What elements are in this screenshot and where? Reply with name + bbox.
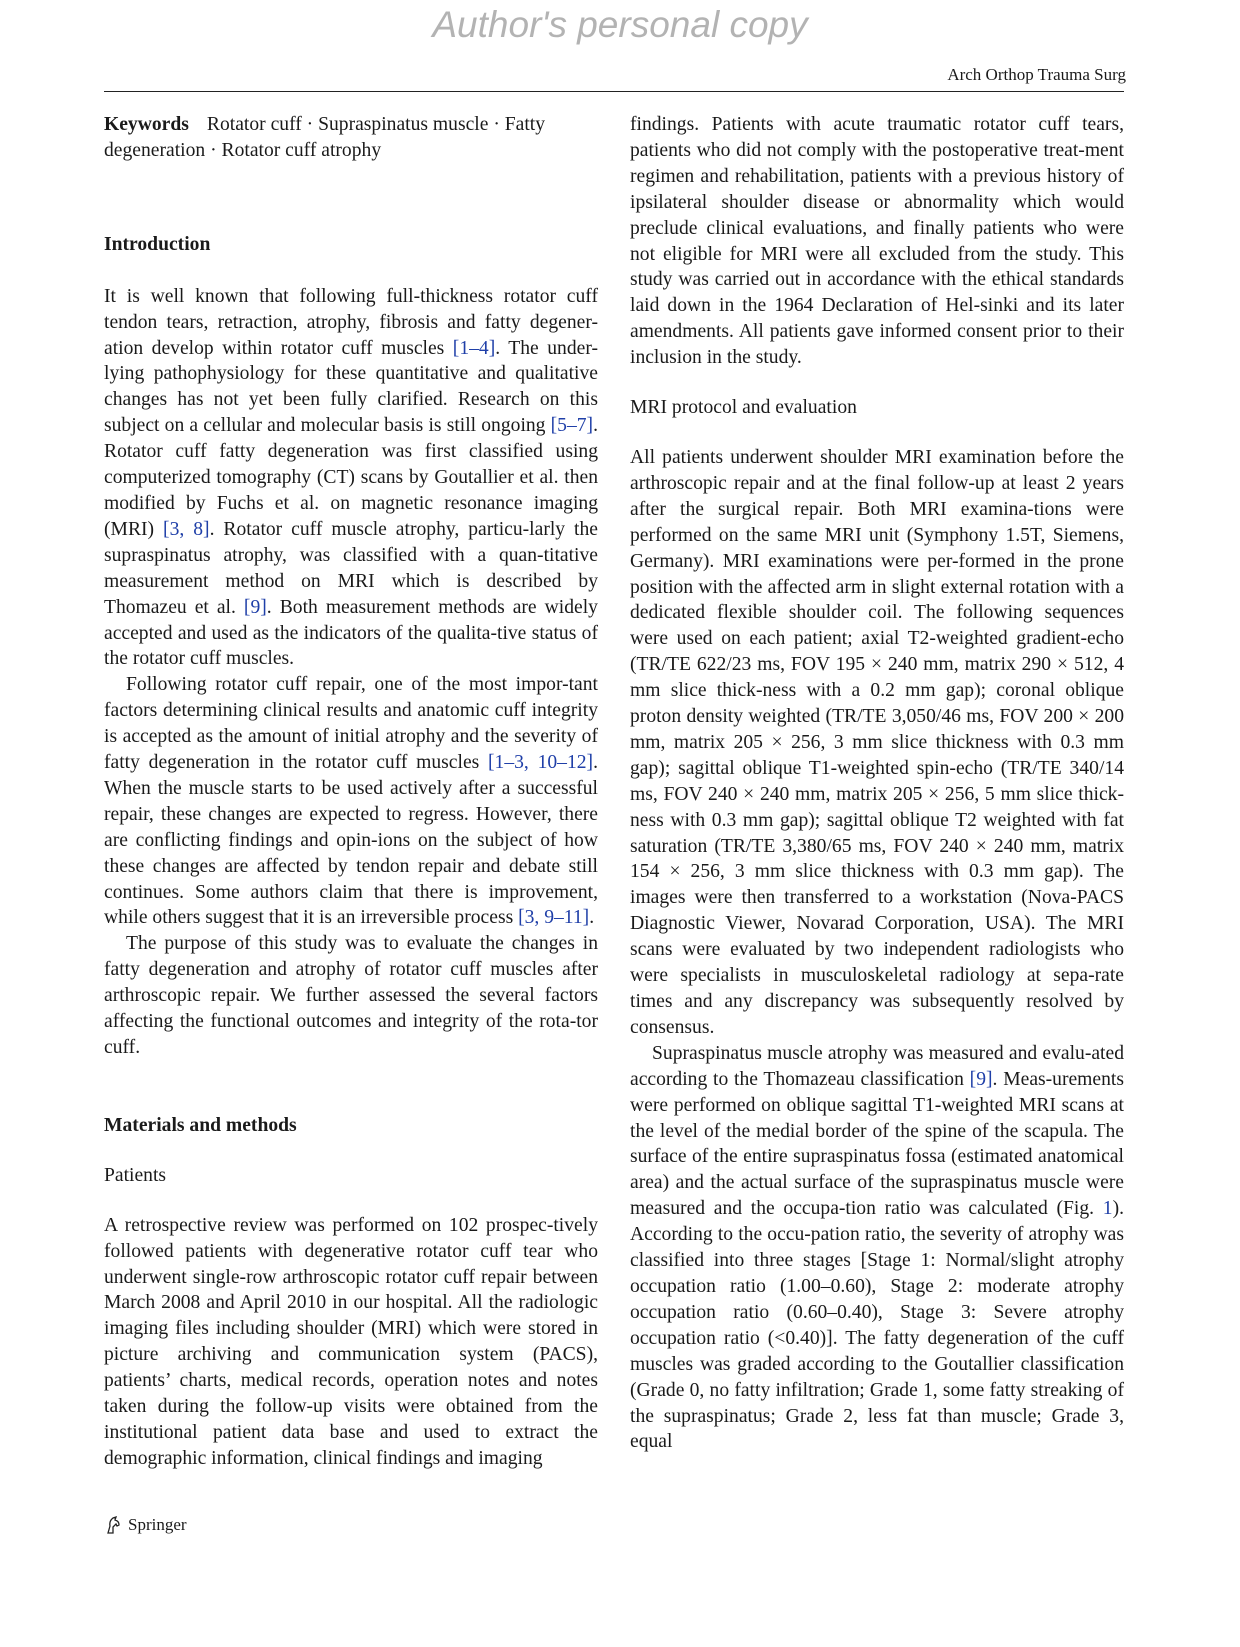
citation-link[interactable]: [3, 9–11] (518, 907, 590, 929)
intro-paragraph-3: The purpose of this study was to evaluate the changes in fatty degeneration and atrophy of rotator cuff muscles after arthroscopic repair. We further assessed the several factors affecting the functional outcomes and integrity of the rota-tor cuff. (104, 933, 598, 1058)
citation-link[interactable]: [5–7] (550, 415, 594, 437)
intro-paragraph-1: It is well known that following full-thickness rotator cuff tendon tears, retraction, atrophy, fibrosis and fatty degener-ation develop within rotator cuff muscles [1–4]. The under-lying pathophysiology for these quantitative and qualitative changes has not yet been fully clarified. Research on this subject on a cellular and molecular basis is still ongoing [5–7]. Rotator cuff fatty degeneration was first classified using computerized tomography (CT) scans by Goutallier et al. then modified by Fuchs et al. on magnetic resonance imaging (MRI) [3, 8]. Rotator cuff muscle atrophy, particu-larly the supraspinatus atrophy, was classified with a quan-titative measurement method on MRI which is described by Thomazeu et al. [9]. Both measurement methods are widely accepted and used as the indicators of the qualita-tive status of the rotator cuff muscles. (104, 285, 598, 670)
header-rule (104, 91, 1124, 92)
footer (104, 1515, 187, 1535)
citation-link[interactable]: [9] (243, 596, 267, 618)
keywords-label: Keywords (104, 114, 189, 135)
citation-link[interactable]: [9] (969, 1068, 993, 1090)
publisher-name: Springer (128, 1515, 187, 1534)
left-column (104, 112, 598, 1472)
intro-paragraph-2: Following rotator cuff repair, one of the most impor-tant factors determining clinical results and anatomic cuff integrity is accepted as the amount of initial atrophy and the severity of fatty degeneration in the rotator cuff muscles [1–3, 10–12]. When the muscle starts to be used actively after a successful repair, these changes are expected to regress. However, there are conflicting findings and opin-ions on the subject of how these changes are affected by tendon repair and debate still continues. Some authors claim that there is improvement, while others suggest that it is an irreversible process [3, 9–11]. (104, 674, 598, 929)
watermark: Author's personal copy (432, 4, 808, 45)
patients-paragraph: A retrospective review was performed on 102 prospec-tively followed patients with degenerative rotator cuff tear who underwent single-row arthroscopic rotator cuff repair between March 2008 and April 2010 in our hospital. All the radiologic imaging files including shoulder (MRI) which were stored in picture archiving and communication system (PACS), patients’ charts, medical records, operation notes and notes taken during the follow-up visits were obtained from the institutional patient data base and used to extract the demographic information, clinical findings and imaging (104, 1214, 598, 1469)
springer-horse-icon (104, 1515, 124, 1535)
journal-title: Arch Orthop Trauma Surg (947, 65, 1126, 84)
citation-link[interactable]: [1–3, 10–12] (488, 752, 594, 774)
keywords-text: Rotator cuff · Supraspinatus muscle · Fatty degeneration · Rotator cuff atrophy (104, 114, 546, 161)
citation-link[interactable]: [3, 8] (163, 518, 210, 540)
mri-paragraph-1: All patients underwent shoulder MRI examination before the arthroscopic repair and at the final follow-up at least 2 years after the surgical repair. Both MRI examina-tions were performed on the same MRI unit (Symphony 1.5T, Siemens, Germany). MRI examinations were per-formed in the prone position with the affected arm in slight external rotation with a dedicated flexible shoulder coil. The following sequences were used on each patient; axial T2-weighted gradient-echo (TR/TE 622/23 ms, FOV 195 × 240 mm, matrix 290 × 512, 4 mm slice thick-ness with a 0.2 mm gap); coronal oblique proton density weighted (TR/TE 3,050/46 ms, FOV 200 × 200 mm, matrix 205 × 256, 3 mm slice thickness with 0.3 mm gap); sagittal oblique T1-weighted spin-echo (TR/TE 340/14 ms, FOV 240 × 240 mm, matrix 205 × 256, 5 mm slice thick-ness with 0.3 mm gap); sagittal oblique T2 weighted with fat saturation (TR/TE 3,380/65 ms, FOV 240 × 240 mm, matrix 154 × 256, 3 mm slice thickness with 0.3 mm gap). The images were then transferred to a workstation (Nova-PACS Diagnostic Viewer, Novarad Corporation, USA). The MRI scans were evaluated by two independent radiologists who were specialists in musculoskeletal radiology at sepa-rate times and any discrepancy was subsequently resolved by consensus. (630, 446, 1124, 1038)
patients-paragraph-continued: findings. Patients with acute traumatic rotator cuff tears, patients who did not comply with the postoperative treat-ment regimen and rehabilitation, patients with a previous history of ipsilateral shoulder disease or abnormality which would preclude clinical evaluations, and finally patients who were not eligible for MRI were all excluded from the study. This study was carried out in accordance with the ethical standards laid down in the 1964 Declaration of Hel-sinki and its later amendments. All patients gave informed consent prior to their inclusion in the study. (630, 114, 1124, 369)
figure-link[interactable]: 1 (1102, 1198, 1113, 1220)
mri-paragraph-2: Supraspinatus muscle atrophy was measured and evalu-ated according to the Thomazeau classification [9]. Meas-urements were performed on oblique sagittal T1-weighted MRI scans at the level of the medial border of the spine of the scapula. The surface of the entire supraspinatus fossa (estimated anatomical area) and the actual surface of the supraspinatus muscle were measured and the occupa-tion ratio was calculated (Fig. 1). According to the occu-pation ratio, the severity of atrophy was classified into three stages [Stage 1: Normal/slight atrophy occupation ratio (1.00–0.60), Stage 2: moderate atrophy occupation ratio (0.60–0.40), Stage 3: Severe atrophy occupation ratio (<0.40)]. The fatty degeneration of the cuff muscles was graded according to the Goutallier classification (Grade 0, no fatty infiltration; Grade 1, some fatty streaking of the supraspinatus; Grade 2, less fat than muscle; Grade 3, equal (630, 1042, 1124, 1453)
citation-link[interactable]: [1–4] (452, 337, 496, 359)
keywords (104, 112, 598, 164)
introduction-heading: Introduction (104, 233, 211, 255)
methods-heading: Materials and methods (104, 1114, 297, 1136)
patients-subheading: Patients (104, 1164, 167, 1186)
mri-subheading: MRI protocol and evaluation (630, 397, 857, 419)
right-column (630, 112, 1124, 1455)
